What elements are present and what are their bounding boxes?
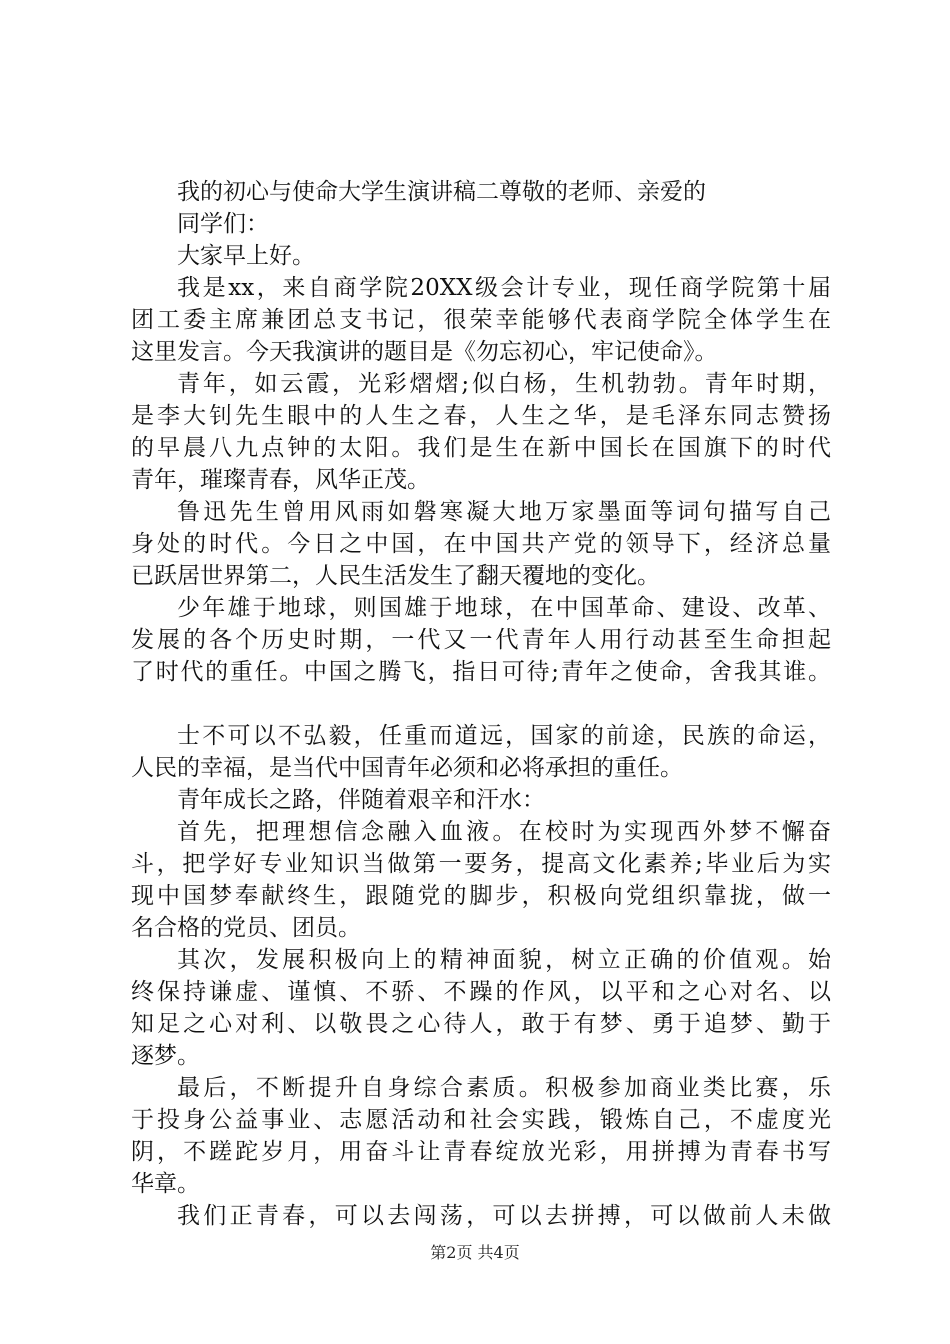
text-line: 现中国梦奉献终生，跟随党的脚步，积极向党组织靠拢，做一 <box>131 883 831 909</box>
text-line: 发展的各个历史时期，一代又一代青年人用行动甚至生命担起 <box>131 627 831 653</box>
text-line: 的早晨八九点钟的太阳。我们是生在新中国长在国旗下的时代 <box>131 435 831 461</box>
text-line: 大家早上好。 <box>177 243 315 269</box>
page-footer: 第2页 共4页 <box>430 1243 520 1262</box>
text-line: 同学们： <box>177 211 269 237</box>
text-line: 少年雄于地球，则国雄于地球，在中国革命、建设、改革、 <box>177 595 831 621</box>
blank-line <box>131 688 831 720</box>
text-line: 我们正青春，可以去闯荡，可以去拼搏，可以做前人未做 <box>177 1203 831 1229</box>
text-line: 首先，把理想信念融入血液。在校时为实现西外梦不懈奋 <box>177 819 831 845</box>
text-line: 终保持谦虚、谨慎、不骄、不躁的作风，以平和之心对名、以 <box>131 979 831 1005</box>
text-line: 青年成长之路，伴随着艰辛和汗水： <box>177 787 545 813</box>
text-line: 这里发言。今天我演讲的题目是《勿忘初心，牢记使命》。 <box>131 339 718 365</box>
text-line: 斗，把学好专业知识当做第一要务，提高文化素养;毕业后为实 <box>131 851 831 877</box>
text-line: 最后，不断提升自身综合素质。积极参加商业类比赛，乐 <box>177 1075 831 1101</box>
text-line: 其次，发展积极向上的精神面貌，树立正确的价值观。始 <box>177 947 831 973</box>
text-line: 已跃居世界第二，人民生活发生了翻天覆地的变化。 <box>131 563 660 589</box>
text-line: 身处的时代。今日之中国，在中国共产党的领导下，经济总量 <box>131 531 831 557</box>
text-line: 青年，如云霞，光彩熠熠;似白杨，生机勃勃。青年时期， <box>177 371 831 397</box>
text-line: 人民的幸福，是当代中国青年必须和必将承担的重任。 <box>131 755 683 781</box>
text-line: 逐梦。 <box>131 1043 200 1069</box>
text-line: 鲁迅先生曾用风雨如磐寒凝大地万家墨面等词句描写自己 <box>177 499 831 525</box>
text-line: 是李大钊先生眼中的人生之春，人生之华，是毛泽东同志赞扬 <box>131 403 831 429</box>
text-line: 了时代的重任。中国之腾飞，指日可待;青年之使命，舍我其谁。 <box>131 659 831 685</box>
text-line: 知足之心对利、以敬畏之心待人，敢于有梦、勇于追梦、勤于 <box>131 1011 831 1037</box>
text-line: 青年，璀璨青春，风华正茂。 <box>131 467 430 493</box>
text-line: 我的初心与使命大学生演讲稿二尊敬的老师、亲爱的 <box>177 179 706 205</box>
text-line: 华章。 <box>131 1171 200 1197</box>
text-line: 名合格的党员、团员。 <box>131 915 361 941</box>
text-line: 士不可以不弘毅，任重而道远，国家的前途，民族的命运， <box>177 723 831 749</box>
text-line: 阴，不蹉跎岁月，用奋斗让青春绽放光彩，用拼搏为青春书写 <box>131 1139 831 1165</box>
text-line: 于投身公益事业、志愿活动和社会实践，锻炼自己，不虚度光 <box>131 1107 831 1133</box>
document-body <box>131 176 831 1232</box>
text-line: 我是xx，来自商学院20XX级会计专业，现任商学院第十届 <box>177 275 831 301</box>
text-line: 团工委主席兼团总支书记，很荣幸能够代表商学院全体学生在 <box>131 307 831 333</box>
